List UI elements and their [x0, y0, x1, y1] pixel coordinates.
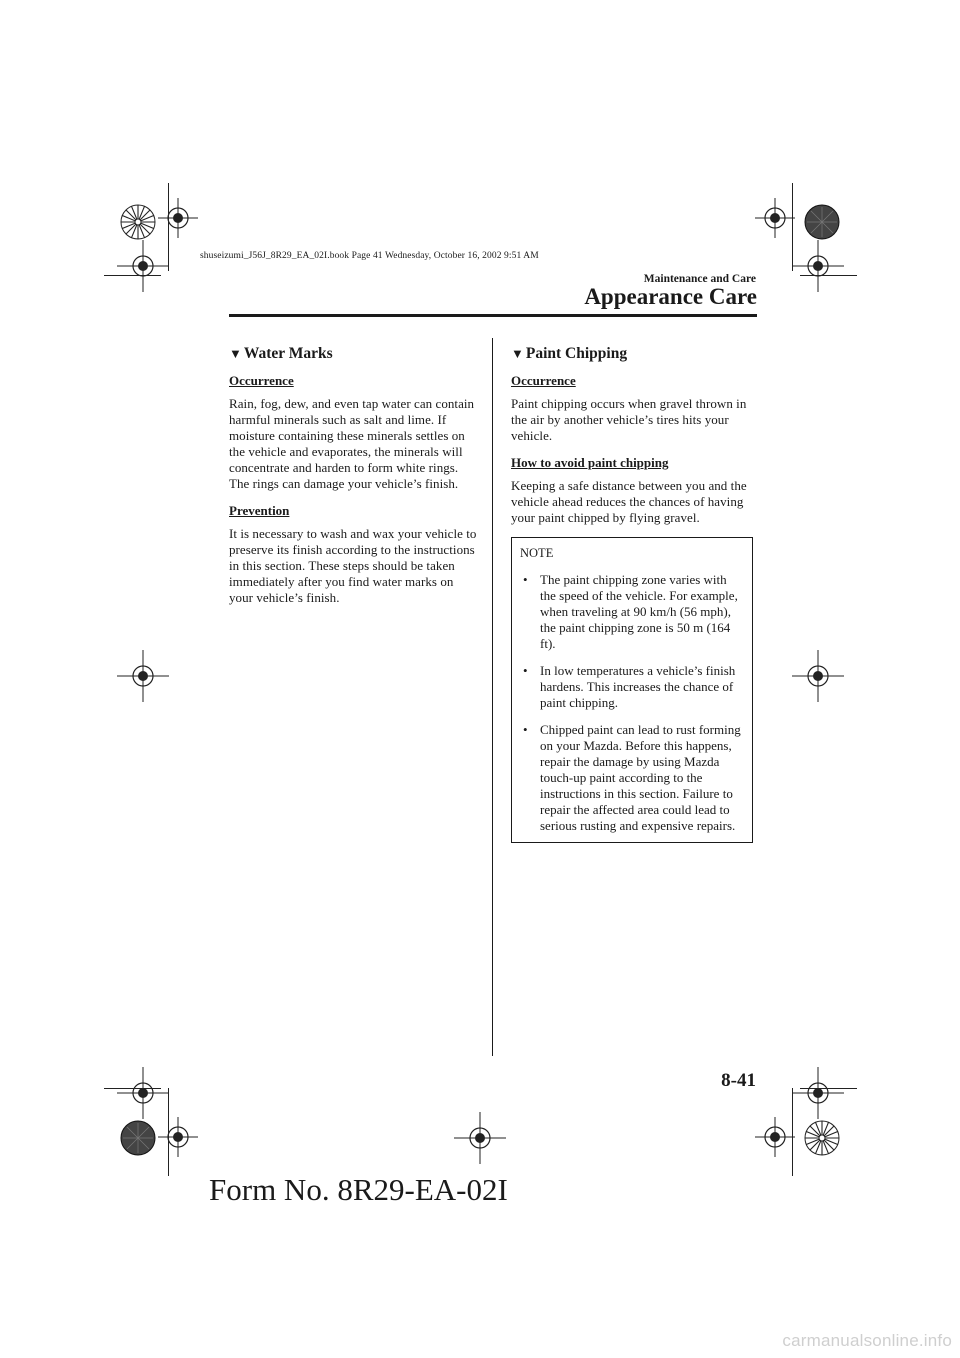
note-title: NOTE: [520, 546, 554, 560]
registration-mark-icon: [117, 240, 169, 292]
water-marks-heading: ▼ Water Marks: [229, 345, 333, 362]
right-column: [511, 345, 757, 843]
registration-mark-icon: [454, 1112, 506, 1164]
page-number: 8-41: [721, 1070, 756, 1091]
paint-chipping-heading: ▼ Paint Chipping: [511, 345, 628, 362]
dark-registration-disc-icon: [804, 204, 840, 240]
occurrence-paragraph: Paint chipping occurs when gravel thrown in the air by another vehicle’s tires hits your vehicle.: [511, 396, 747, 443]
section-label: Maintenance and Care: [643, 273, 756, 285]
triangle-marker-icon: ▼: [229, 346, 242, 361]
page-title: Appearance Care: [584, 284, 757, 309]
bullet-icon: •: [523, 722, 528, 737]
note-item: [520, 722, 742, 834]
registration-mark-icon: [117, 650, 169, 702]
note-item-text: In low temperatures a vehicle’s finish hardens. This increases the chance of paint chipping.: [540, 663, 736, 710]
starburst-registration-icon: [804, 1120, 840, 1156]
registration-mark-icon: [755, 198, 795, 238]
prevention-subheading: Prevention: [229, 503, 290, 518]
form-number: Form No. 8R29-EA-02I: [209, 1172, 508, 1207]
avoid-chipping-paragraph: Keeping a safe distance between you and the vehicle ahead reduces the chances of having your paint chipped by flying gravel.: [511, 478, 747, 525]
note-item: [520, 572, 742, 652]
registration-mark-icon: [792, 240, 844, 292]
registration-mark-icon: [792, 1067, 844, 1119]
left-column: [229, 345, 479, 617]
title-rule: [229, 314, 757, 317]
occurrence-paragraph: Rain, fog, dew, and even tap water can contain harmful minerals such as salt and lime. If moisture containing these minerals settles on the vehicle and evaporates, the minerals will concentrate and harden to form white rings. The rings can damage your vehicle’s finish.: [229, 396, 475, 491]
avoid-chipping-subheading: How to avoid paint chipping: [511, 455, 669, 470]
note-item-text: Chipped paint can lead to rust forming on your Mazda. Before this happens, repair the damage by using Mazda touch-up paint according to the instructions in this section. Failure to repair the affected area could lead to serious rusting and expensive repairs.: [540, 722, 741, 833]
note-item: [520, 663, 742, 711]
occurrence-subheading: Occurrence: [511, 373, 576, 388]
prevention-paragraph: It is necessary to wash and wax your vehicle to preserve its finish according to the instructions in this section. These steps should be taken immediately after you find water marks on your vehicle’s finish.: [229, 526, 477, 605]
bullet-icon: •: [523, 572, 528, 587]
dark-registration-disc-icon: [120, 1120, 156, 1156]
registration-mark-icon: [117, 1067, 169, 1119]
print-file-info: shuseizumi_J56J_8R29_EA_02I.book Page 41 Wednesday, October 16, 2002 9:51 AM: [200, 251, 539, 261]
bullet-icon: •: [523, 663, 528, 678]
registration-mark-icon: [158, 198, 198, 238]
starburst-registration-icon: [120, 204, 156, 240]
note-box: [511, 537, 753, 843]
registration-mark-icon: [792, 650, 844, 702]
triangle-marker-icon: ▼: [511, 346, 524, 361]
occurrence-subheading: Occurrence: [229, 373, 294, 388]
column-divider: [492, 338, 493, 1056]
watermark: carmanualsonline.info: [782, 1331, 952, 1350]
registration-mark-icon: [158, 1117, 198, 1157]
registration-mark-icon: [755, 1117, 795, 1157]
note-item-text: The paint chipping zone varies with the speed of the vehicle. For example, when traveling at 90 km/h (56 mph), the paint chipping zone is 50 m (164 ft).: [540, 572, 738, 651]
